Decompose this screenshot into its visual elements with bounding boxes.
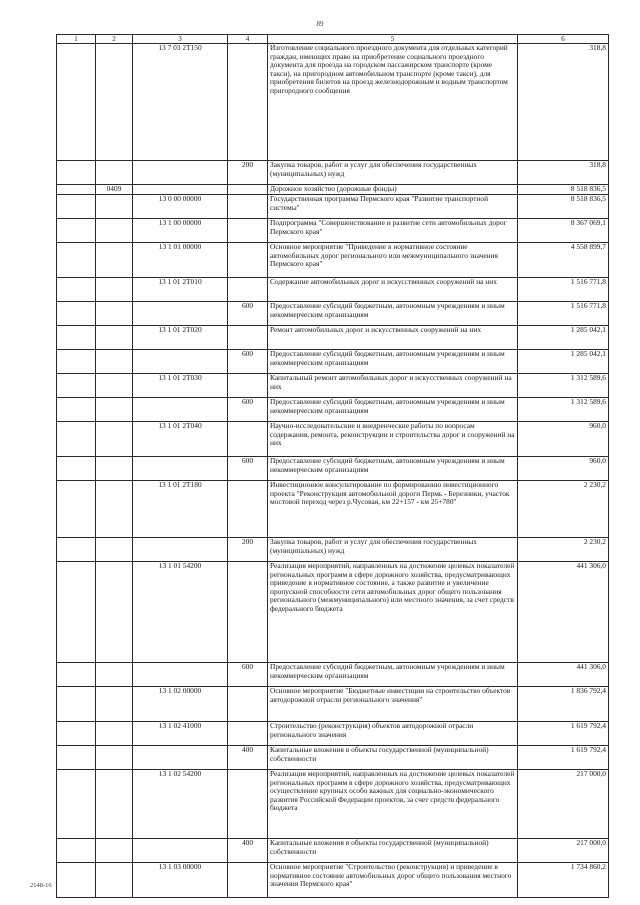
section-code-cell: [57, 839, 96, 863]
amount-cell: 318,8: [518, 44, 609, 161]
amount-cell: 8 367 069,1: [518, 219, 609, 243]
subsection-code-cell: [96, 278, 133, 302]
expense-type-cell: [228, 374, 268, 398]
amount-cell: 1 312 589,6: [518, 374, 609, 398]
subsection-code-cell: [96, 243, 133, 278]
expense-type-cell: [228, 863, 268, 898]
expense-type-cell: 400: [228, 839, 268, 863]
amount-cell: 441 306,0: [518, 562, 609, 663]
subsection-code-cell: [96, 722, 133, 746]
expense-type-cell: 400: [228, 746, 268, 770]
section-code-cell: [57, 687, 96, 722]
amount-cell: 1 312 589,6: [518, 398, 609, 422]
description-cell: Содержание автомобильных дорог и искусственных сооружений на них: [268, 278, 518, 302]
table-row: [57, 326, 609, 350]
amount-cell: 8 518 836,5: [518, 185, 609, 195]
description-cell: Капитальный ремонт автомобильных дорог и искусственных сооружений на них: [268, 374, 518, 398]
amount-cell: 318,8: [518, 161, 609, 185]
section-code-cell: [57, 457, 96, 481]
expense-type-cell: 200: [228, 538, 268, 562]
description-cell: Предоставление субсидий бюджетным, автономным учреждениям и иным некоммерческим организациям: [268, 350, 518, 374]
description-cell: Подпрограмма "Совершенствование и развитие сети автомобильных дорог Пермского края": [268, 219, 518, 243]
section-code-cell: [57, 326, 96, 350]
target-code-cell: 13 1 00 00000: [133, 219, 228, 243]
section-code-cell: [57, 350, 96, 374]
expense-type-cell: [228, 243, 268, 278]
target-code-cell: 13 1 01 2Т020: [133, 326, 228, 350]
amount-cell: 1 734 860,2: [518, 863, 609, 898]
amount-cell: 217 000,0: [518, 770, 609, 839]
amount-cell: 1 285 042,1: [518, 350, 609, 374]
target-code-cell: [133, 161, 228, 185]
target-code-cell: [133, 302, 228, 326]
document-footer-code: 2148-16: [30, 882, 52, 889]
expense-type-cell: [228, 562, 268, 663]
section-code-cell: [57, 863, 96, 898]
amount-cell: 1 836 792,4: [518, 687, 609, 722]
subsection-code-cell: [96, 161, 133, 185]
description-cell: Основное мероприятие "Приведение в нормативное состояние автомобильных дорог регионального или межмуниципального значения Пермского края": [268, 243, 518, 278]
description-cell: Предоставление субсидий бюджетным, автономным учреждениям и иным некоммерческим организациям: [268, 398, 518, 422]
section-code-cell: [57, 161, 96, 185]
target-code-cell: 13 1 01 00000: [133, 243, 228, 278]
section-code-cell: [57, 185, 96, 195]
target-code-cell: 13 1 02 00000: [133, 687, 228, 722]
subsection-code-cell: [96, 374, 133, 398]
table-row: [57, 457, 609, 481]
subsection-code-cell: [96, 398, 133, 422]
expense-type-cell: [228, 278, 268, 302]
table-row: [57, 243, 609, 278]
target-code-cell: 13 1 01 54200: [133, 562, 228, 663]
description-cell: Дорожное хозяйство (дорожные фонды): [268, 185, 518, 195]
section-code-cell: [57, 374, 96, 398]
table-row: [57, 374, 609, 398]
subsection-code-cell: [96, 195, 133, 219]
header-cell: 5: [268, 35, 518, 44]
table-row: [57, 770, 609, 839]
target-code-cell: [133, 538, 228, 562]
expense-type-cell: [228, 185, 268, 195]
table-row: [57, 398, 609, 422]
target-code-cell: 13 7 03 2Т150: [133, 44, 228, 161]
section-code-cell: [57, 398, 96, 422]
section-code-cell: [57, 195, 96, 219]
table-row: [57, 722, 609, 746]
amount-cell: 960,0: [518, 422, 609, 457]
expense-type-cell: [228, 44, 268, 161]
section-code-cell: [57, 663, 96, 687]
target-code-cell: [133, 398, 228, 422]
header-cell: 2: [96, 35, 133, 44]
target-code-cell: 13 1 01 2Т010: [133, 278, 228, 302]
amount-cell: 1 285 042,1: [518, 326, 609, 350]
table-row: [57, 663, 609, 687]
amount-cell: 217 000,0: [518, 839, 609, 863]
expense-type-cell: [228, 481, 268, 538]
amount-cell: 2 230,2: [518, 481, 609, 538]
subsection-code-cell: [96, 562, 133, 663]
section-code-cell: [57, 562, 96, 663]
description-cell: Реализация мероприятий, направленных на достижение целевых показателей региональных программ в сфере дорожного хозяйства, предусматривающих осуществление крупных особо важных для социально-экономического развития Российской Федерации проектов, за счет средств федерального бюджета: [268, 770, 518, 839]
table-row: [57, 839, 609, 863]
amount-cell: 2 230,2: [518, 538, 609, 562]
table-row: [57, 195, 609, 219]
section-code-cell: [57, 243, 96, 278]
amount-cell: 8 518 836,5: [518, 195, 609, 219]
expense-type-cell: 600: [228, 398, 268, 422]
subsection-code-cell: [96, 863, 133, 898]
description-cell: Государственная программа Пермского края "Развитие транспортной системы": [268, 195, 518, 219]
target-code-cell: 13 1 01 2Т180: [133, 481, 228, 538]
description-cell: Основное мероприятие "Бюджетные инвестиции на строительство объектов автодорожной отрасли регионального значения": [268, 687, 518, 722]
section-code-cell: [57, 722, 96, 746]
description-cell: Строительство (реконструкция) объектов автодорожной отрасли регионального значения: [268, 722, 518, 746]
amount-cell: 960,0: [518, 457, 609, 481]
subsection-code-cell: 0409: [96, 185, 133, 195]
expense-type-cell: [228, 770, 268, 839]
expense-type-cell: [228, 722, 268, 746]
table-row: [57, 481, 609, 538]
subsection-code-cell: [96, 770, 133, 839]
target-code-cell: 13 1 01 2Т040: [133, 422, 228, 457]
description-cell: Научно-исследовательские и внедренческие работы по вопросам содержания, ремонта, реконструкции и строительства дорог и сооружений на них: [268, 422, 518, 457]
subsection-code-cell: [96, 219, 133, 243]
description-cell: Реализация мероприятий, направленных на достижение целевых показателей региональных программ в сфере дорожного хозяйства, предусматривающих приведение в нормативное состояние, а также развитие и увеличение пропускной способности сети автомобильных дорог общего пользования регионального (межмуниципального) или местного значения, за счет средств федерального бюджета: [268, 562, 518, 663]
section-code-cell: [57, 770, 96, 839]
subsection-code-cell: [96, 746, 133, 770]
description-cell: Закупка товаров, работ и услуг для обеспечения государственных (муниципальных) нужд: [268, 161, 518, 185]
target-code-cell: [133, 185, 228, 195]
expense-type-cell: 200: [228, 161, 268, 185]
subsection-code-cell: [96, 302, 133, 326]
target-code-cell: [133, 350, 228, 374]
expense-type-cell: 600: [228, 302, 268, 326]
expense-type-cell: [228, 326, 268, 350]
table-row: [57, 161, 609, 185]
target-code-cell: 13 1 01 2Т030: [133, 374, 228, 398]
target-code-cell: 13 0 00 00000: [133, 195, 228, 219]
amount-cell: 1 619 792,4: [518, 746, 609, 770]
description-cell: Предоставление субсидий бюджетным, автономным учреждениям и иным некоммерческим организациям: [268, 663, 518, 687]
description-cell: Изготовление социального проездного документа для отдельных категорий граждан, имеющих право на приобретение социального проездного документа для проезда на городском пассажирском транспорте (кроме такси), на пригородном автомобильном транспорте (кроме такси), для приобретения билетов на проезд железнодорожным и водным транспортом пригородного сообщения: [268, 44, 518, 161]
page-number: 89: [316, 20, 324, 28]
header-cell: 6: [518, 35, 609, 44]
table-row: [57, 278, 609, 302]
subsection-code-cell: [96, 663, 133, 687]
section-code-cell: [57, 538, 96, 562]
table-row: [57, 422, 609, 457]
description-cell: Инвестиционное консультирование по формированию инвестиционного проекта "Реконструкция автомобильной дороги Пермь - Березники, участок мостовой переход через р.Чусовая, км 22+157 - км 25+780": [268, 481, 518, 538]
section-code-cell: [57, 219, 96, 243]
subsection-code-cell: [96, 350, 133, 374]
amount-cell: 1 516 771,8: [518, 278, 609, 302]
expense-type-cell: 600: [228, 457, 268, 481]
expense-type-cell: [228, 687, 268, 722]
table-row: [57, 538, 609, 562]
section-code-cell: [57, 746, 96, 770]
description-cell: Капитальные вложения в объекты государственной (муниципальной) собственности: [268, 839, 518, 863]
description-cell: Предоставление субсидий бюджетным, автономным учреждениям и иным некоммерческим организациям: [268, 457, 518, 481]
subsection-code-cell: [96, 481, 133, 538]
table-row: [57, 219, 609, 243]
description-cell: Закупка товаров, работ и услуг для обеспечения государственных (муниципальных) нужд: [268, 538, 518, 562]
table-row: [57, 44, 609, 161]
subsection-code-cell: [96, 538, 133, 562]
description-cell: Капитальные вложения в объекты государственной (муниципальной) собственности: [268, 746, 518, 770]
subsection-code-cell: [96, 326, 133, 350]
header-cell: 1: [57, 35, 96, 44]
subsection-code-cell: [96, 44, 133, 161]
target-code-cell: [133, 839, 228, 863]
table-row: [57, 863, 609, 898]
expense-type-cell: [228, 422, 268, 457]
table-row: [57, 687, 609, 722]
header-cell: 4: [228, 35, 268, 44]
section-code-cell: [57, 481, 96, 538]
table-row: [57, 746, 609, 770]
target-code-cell: [133, 457, 228, 481]
table-row: [57, 350, 609, 374]
table-body: [57, 44, 609, 898]
expense-type-cell: 600: [228, 350, 268, 374]
subsection-code-cell: [96, 422, 133, 457]
subsection-code-cell: [96, 457, 133, 481]
expense-type-cell: [228, 219, 268, 243]
target-code-cell: 13 1 02 54200: [133, 770, 228, 839]
subsection-code-cell: [96, 687, 133, 722]
amount-cell: 1 619 792,4: [518, 722, 609, 746]
description-cell: Предоставление субсидий бюджетным, автономным учреждениям и иным некоммерческим организациям: [268, 302, 518, 326]
target-code-cell: [133, 663, 228, 687]
header-cell: 3: [133, 35, 228, 44]
target-code-cell: [133, 746, 228, 770]
amount-cell: 1 516 771,8: [518, 302, 609, 326]
description-cell: Ремонт автомобильных дорог и искусственных сооружений на них: [268, 326, 518, 350]
amount-cell: 4 558 899,7: [518, 243, 609, 278]
section-code-cell: [57, 422, 96, 457]
amount-cell: 441 306,0: [518, 663, 609, 687]
table-row: [57, 562, 609, 663]
target-code-cell: 13 1 03 00000: [133, 863, 228, 898]
expense-type-cell: [228, 195, 268, 219]
target-code-cell: 13 1 02 41000: [133, 722, 228, 746]
subsection-code-cell: [96, 839, 133, 863]
section-code-cell: [57, 44, 96, 161]
expense-type-cell: 600: [228, 663, 268, 687]
section-code-cell: [57, 302, 96, 326]
table-row: [57, 302, 609, 326]
section-code-cell: [57, 278, 96, 302]
table-row: [57, 185, 609, 195]
description-cell: Основное мероприятие "Строительство (реконструкция) и приведение в нормативное состояние автомобильных дорог общего пользования местного значения Пермского края": [268, 863, 518, 898]
budget-table: [56, 34, 609, 898]
